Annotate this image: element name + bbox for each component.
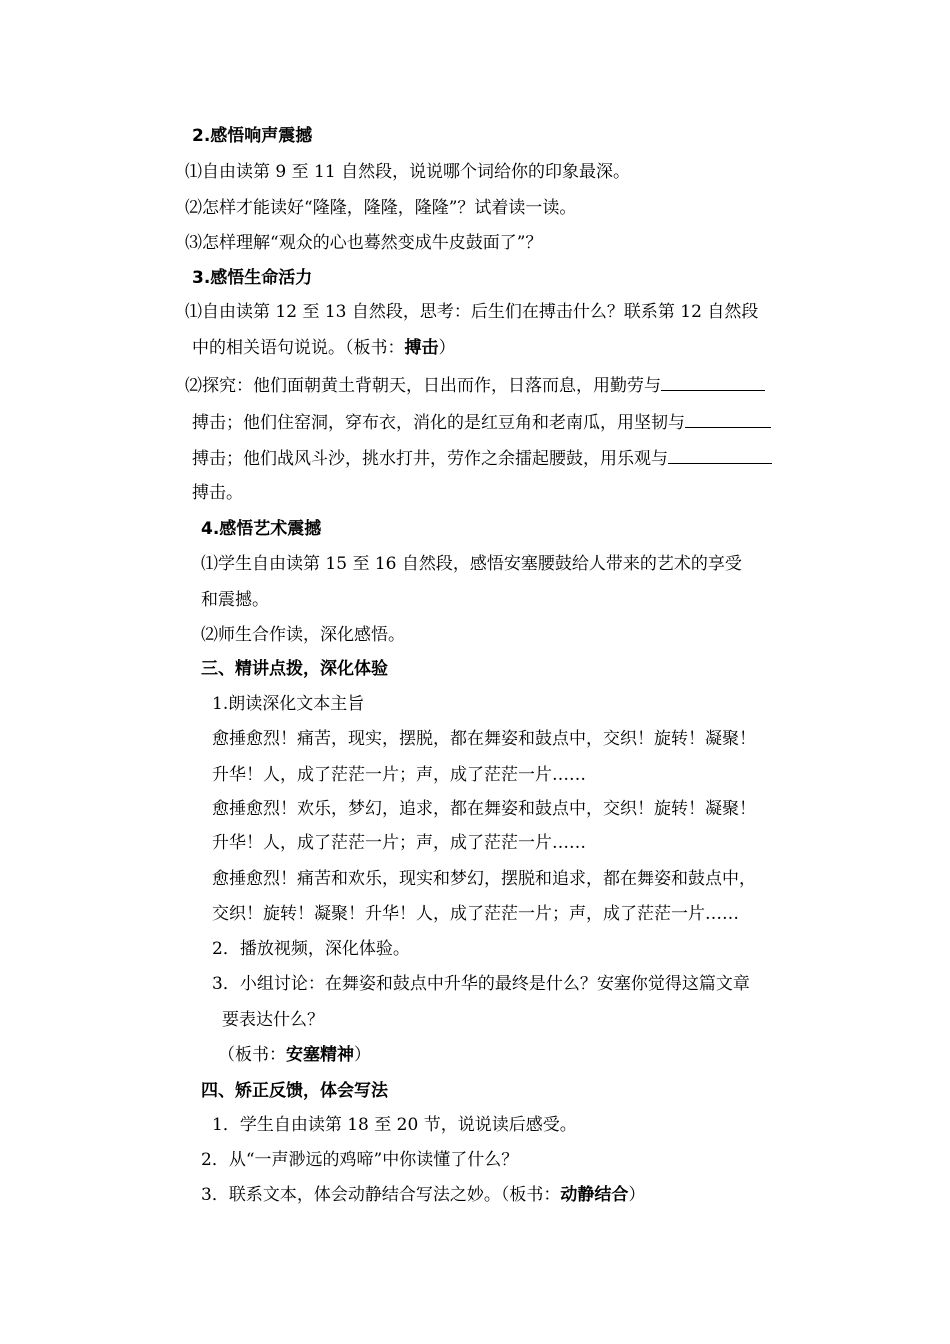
section-3-question-2-line-2 <box>192 409 771 435</box>
board-term: 动静结合 <box>560 1185 629 1205</box>
reading-passage-2-line-1: 愈捶愈烈！欢乐，梦幻，追求，都在舞姿和鼓点中，交织！旋转！凝聚！ <box>212 799 756 819</box>
text-run: 搏击；他们战风斗沙，挑水打井，劳作之余擂起腰鼓，用乐观与 <box>192 449 668 469</box>
reading-passage-1-line-2: 升华！人，成了茫茫一片；声，成了茫茫一片…… <box>212 765 586 785</box>
part-4-item-3 <box>201 1183 645 1207</box>
text-run: 中的相关语句说说。（板书： <box>192 338 405 358</box>
section-2-heading: 2.感悟响声震撼 <box>192 126 313 146</box>
reading-passage-1-line-1: 愈捶愈烈！痛苦，现实，摆脱，都在舞姿和鼓点中，交织！旋转！凝聚！ <box>212 729 756 749</box>
fill-blank <box>685 409 771 428</box>
section-4-heading: 4.感悟艺术震撼 <box>201 519 322 539</box>
part-3-item-3-line-2: 要表达什么？ <box>222 1010 324 1030</box>
text-run: 3．联系文本，体会动静结合写法之妙。（板书： <box>201 1185 561 1205</box>
section-2-question-1: ⑴自由读第 9 至 11 自然段，说说哪个词给你的印象最深。 <box>185 162 631 182</box>
section-3-question-2-line-4: 搏击。 <box>192 483 243 503</box>
board-term: 搏击 <box>404 338 439 358</box>
text-run: ） <box>438 338 456 358</box>
section-3-question-1-line-1: ⑴自由读第 12 至 13 自然段，思考：后生们在搏击什么？联系第 12 自然段 <box>185 302 759 322</box>
board-term: 安塞精神 <box>286 1045 354 1065</box>
reading-passage-3-line-1: 愈捶愈烈！痛苦和欢乐，现实和梦幻，摆脱和追求，都在舞姿和鼓点中， <box>212 869 756 889</box>
part-4-item-2: 2．从“一声渺远的鸡啼”中你读懂了什么？ <box>201 1150 519 1170</box>
section-3-question-1-line-2 <box>192 336 456 360</box>
section-3-question-2-line-1 <box>185 372 765 398</box>
text-run: （板书： <box>218 1045 286 1065</box>
text-run: ） <box>354 1045 371 1065</box>
part-4-item-1: 1．学生自由读第 18 至 20 节，说说读后感受。 <box>212 1115 577 1135</box>
section-3-heading: 3.感悟生命活力 <box>192 268 313 288</box>
text-run: ⑵探究：他们面朝黄土背朝天，日出而作，日落而息，用勤劳与 <box>185 376 661 396</box>
section-4-question-1-line-2: 和震撼。 <box>201 590 269 610</box>
part-4-heading: 四、矫正反馈，体会写法 <box>201 1081 388 1101</box>
part-3-board-note <box>218 1043 371 1067</box>
part-3-item-1: 1.朗读深化文本主旨 <box>212 694 365 714</box>
fill-blank <box>661 372 765 391</box>
part-3-item-2: 2．播放视频，深化体验。 <box>212 939 410 959</box>
reading-passage-3-line-2: 交织！旋转！凝聚！升华！人，成了茫茫一片；声，成了茫茫一片…… <box>212 904 739 924</box>
fill-blank <box>668 445 772 464</box>
text-run: 搏击；他们住窑洞，穿布衣，消化的是红豆角和老南瓜，用坚韧与 <box>192 413 685 433</box>
text-run: ） <box>628 1185 646 1205</box>
section-4-question-1-line-1: ⑴学生自由读第 15 至 16 自然段，感悟安塞腰鼓给人带来的艺术的享受 <box>201 554 742 574</box>
section-2-question-3: ⑶怎样理解“观众的心也蓦然变成牛皮鼓面了”？ <box>185 233 543 253</box>
part-3-item-3-line-1: 3．小组讨论：在舞姿和鼓点中升华的最终是什么？安塞你觉得这篇文章 <box>212 974 750 994</box>
part-3-heading: 三、精讲点拨，深化体验 <box>201 659 388 679</box>
reading-passage-2-line-2: 升华！人，成了茫茫一片；声，成了茫茫一片…… <box>212 833 586 853</box>
section-3-question-2-line-3 <box>192 445 772 471</box>
section-4-question-2: ⑵师生合作读，深化感悟。 <box>201 625 405 645</box>
section-2-question-2: ⑵怎样才能读好“隆隆，隆隆，隆隆”？试着读一读。 <box>185 198 577 218</box>
